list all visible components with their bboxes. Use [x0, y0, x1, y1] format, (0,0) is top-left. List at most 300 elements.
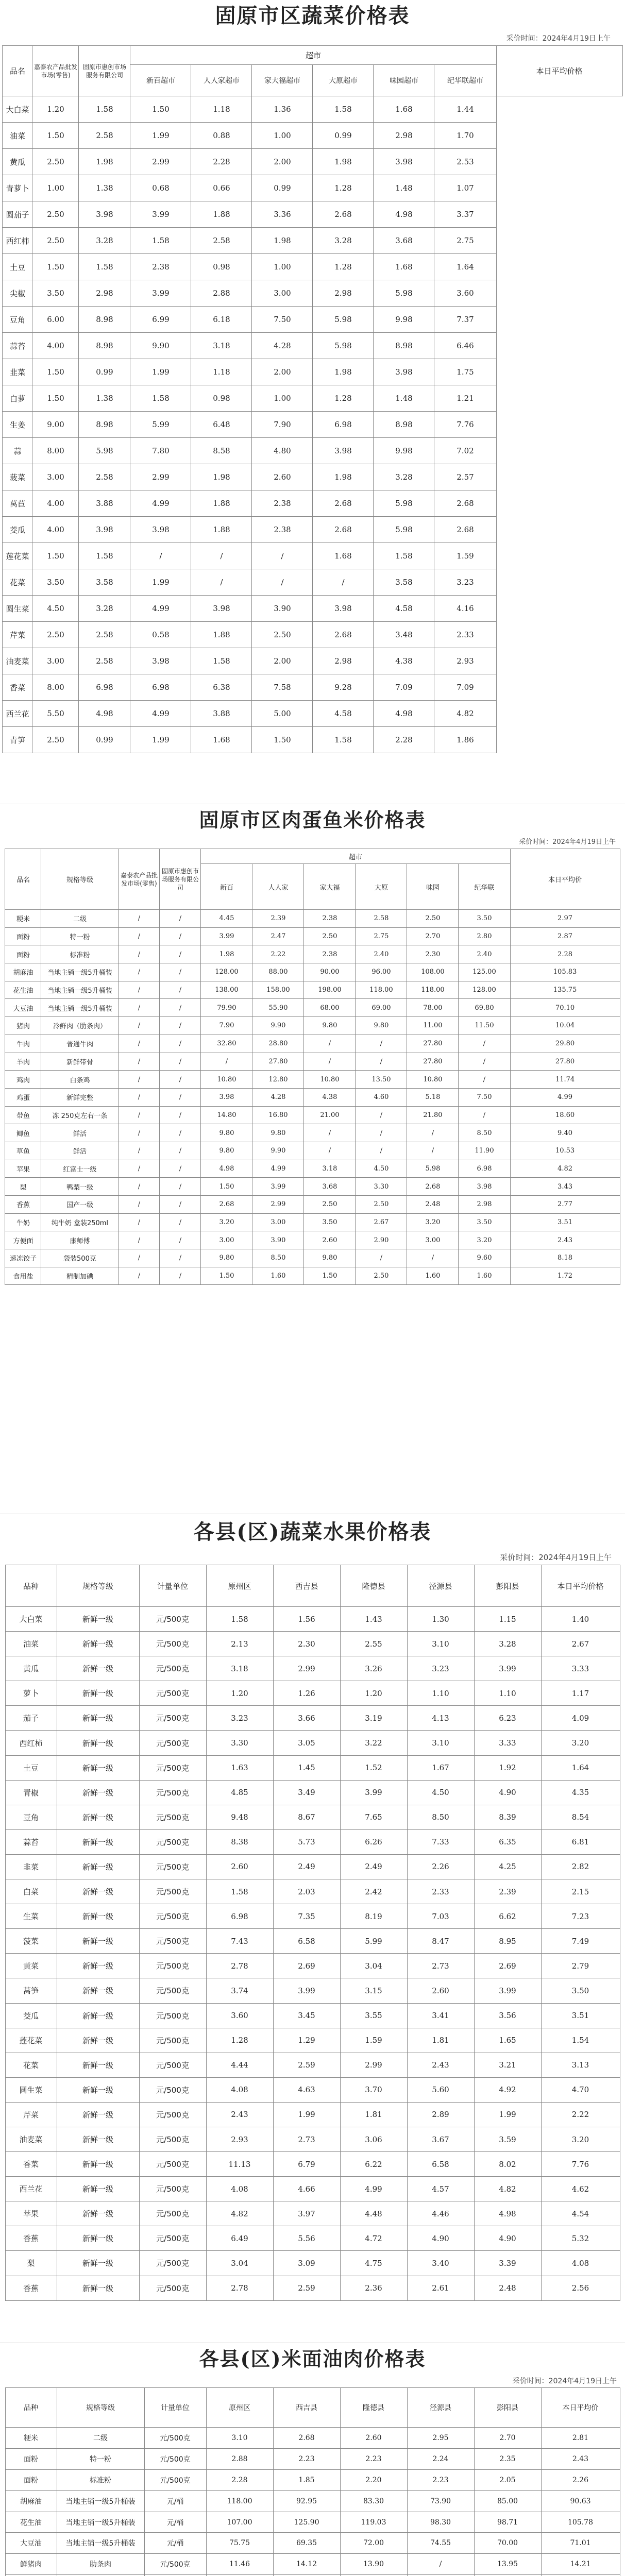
product-name-cell: 香菜 — [5, 2152, 57, 2177]
spec-cell: 元/500克 — [139, 2003, 206, 2028]
table-row — [5, 2469, 620, 2490]
price-cell: 16.80 — [252, 1106, 304, 1124]
price-cell: 2.28 — [191, 149, 252, 175]
price-cell: 2.60 — [206, 1854, 273, 1879]
price-cell: / — [160, 1231, 201, 1249]
price-cell: 0.99 — [79, 359, 130, 385]
price-cell: 7.80 — [130, 438, 191, 464]
spec-cell: 新鲜带骨 — [41, 1053, 119, 1071]
price-cell: 2.59 — [273, 2276, 340, 2300]
product-name-cell: 白萝 — [3, 385, 32, 412]
price-cell: 6.98 — [313, 412, 374, 438]
price-cell: 4.35 — [541, 1780, 620, 1805]
price-cell: 2.38 — [130, 254, 191, 280]
price-cell: 4.82 — [510, 1160, 620, 1178]
price-cell: 2.60 — [304, 1231, 356, 1249]
price-cell: 1.50 — [32, 543, 79, 569]
column-header: 隆德县 — [340, 1565, 407, 1607]
spec-cell: 元/500克 — [139, 1879, 206, 1904]
table-row — [3, 254, 622, 280]
price-cell: / — [160, 981, 201, 999]
price-cell: 2.87 — [510, 927, 620, 945]
product-name-cell: 花生油 — [5, 2512, 57, 2533]
table-header-row — [5, 2388, 620, 2428]
price-cell: / — [356, 1035, 407, 1053]
price-cell: 2.88 — [206, 2448, 273, 2469]
column-header: 原州区 — [206, 1565, 273, 1607]
price-cell: 1.60 — [407, 1267, 459, 1285]
price-cell: 3.00 — [32, 464, 79, 490]
price-cell: 4.99 — [130, 701, 191, 727]
price-cell: / — [119, 1035, 160, 1053]
price-cell: 6.81 — [541, 1829, 620, 1854]
price-cell: 105.83 — [510, 963, 620, 981]
price-cell: 4.50 — [356, 1160, 407, 1178]
spec-cell: 元/500克 — [139, 1805, 206, 1829]
price-cell: / — [252, 543, 313, 569]
table-row — [5, 2102, 620, 2127]
price-cell: / — [201, 1053, 252, 1071]
price-cell: 18.60 — [510, 1106, 620, 1124]
price-cell: 1.52 — [340, 1755, 407, 1780]
price-cell: 3.33 — [541, 1656, 620, 1681]
price-cell: / — [160, 1035, 201, 1053]
table-row — [3, 701, 622, 727]
table-row — [5, 1929, 620, 1954]
spec-cell: 新鲜一级 — [57, 1978, 139, 2003]
price-cell: 138.00 — [201, 981, 252, 999]
price-cell: / — [160, 1017, 201, 1035]
product-name-cell: 青笋 — [3, 727, 32, 753]
header-supermarket: 超市 — [201, 849, 510, 864]
price-cell: 3.59 — [474, 2127, 541, 2151]
price-cell: 4.48 — [340, 2201, 407, 2226]
price-cell: 3.68 — [374, 228, 434, 254]
column-header: 西吉县 — [273, 2388, 340, 2428]
price-cell: 4.98 — [374, 701, 434, 727]
spec-cell: 元/桶 — [144, 2512, 206, 2533]
price-cell: 3.99 — [340, 1780, 407, 1805]
header-store: 人人家 — [252, 864, 304, 910]
price-cell: 1.58 — [130, 228, 191, 254]
price-cell: 4.28 — [252, 333, 313, 359]
price-cell: 4.45 — [201, 910, 252, 928]
price-cell: 1.50 — [130, 96, 191, 123]
price-cell: 1.60 — [252, 1267, 304, 1285]
price-cell: 1.40 — [541, 1607, 620, 1632]
table-row — [5, 1829, 620, 1854]
header-store: 味园 — [407, 864, 459, 910]
price-cell: 14.80 — [201, 1106, 252, 1124]
price-cell: 1.58 — [191, 648, 252, 674]
collection-date: 采价时间：2024年4月19日上午 — [506, 35, 611, 43]
spec-cell: 纯牛奶 盒装250ml — [41, 1213, 119, 1231]
price-cell: 72.00 — [340, 2533, 407, 2554]
price-cell: 1.18 — [191, 359, 252, 385]
spec-cell: 元/500克 — [139, 2053, 206, 2077]
table-row — [5, 1178, 620, 1196]
price-cell: 3.98 — [79, 517, 130, 543]
table-row — [3, 517, 622, 543]
product-name-cell: 圆茄子 — [3, 201, 32, 228]
product-name-cell: 蒜 — [3, 438, 32, 464]
price-cell: 0.98 — [191, 385, 252, 412]
price-cell: 8.50 — [407, 1805, 474, 1829]
price-cell: / — [356, 1142, 407, 1160]
collection-date: 采价时间：2024年4月19日上午 — [512, 2377, 617, 2385]
price-cell: 1.50 — [201, 1178, 252, 1196]
price-cell: 4.99 — [252, 1160, 304, 1178]
price-cell: 4.13 — [407, 1706, 474, 1731]
product-name-cell: 青椒 — [5, 1780, 57, 1805]
price-cell: 6.58 — [273, 1929, 340, 1954]
product-name-cell: 面粉 — [5, 2469, 57, 2490]
price-cell: 2.50 — [32, 201, 79, 228]
price-cell: 1.54 — [541, 2028, 620, 2053]
price-cell: 90.63 — [541, 2490, 620, 2512]
price-cell: 3.45 — [273, 2003, 340, 2028]
price-cell: 2.75 — [356, 927, 407, 945]
price-cell: 4.28 — [252, 1088, 304, 1106]
price-cell: / — [119, 1017, 160, 1035]
price-cell: 6.46 — [434, 333, 496, 359]
price-cell: 6.62 — [474, 1904, 541, 1929]
table-row — [5, 2226, 620, 2251]
product-name-cell: 苹果 — [5, 1160, 41, 1178]
price-cell: 3.30 — [206, 1731, 273, 1755]
price-cell: 2.57 — [434, 464, 496, 490]
price-cell: 2.67 — [356, 1213, 407, 1231]
product-name-cell: 大豆油 — [5, 2533, 57, 2554]
price-cell: / — [160, 1053, 201, 1071]
product-name-cell: 莴苣 — [3, 490, 32, 517]
spec-cell: 新鲜一级 — [57, 1607, 139, 1632]
spec-cell: 新鲜一级 — [57, 1755, 139, 1780]
price-cell: 3.06 — [340, 2127, 407, 2151]
spec-cell: 新鲜一级 — [57, 2152, 139, 2177]
column-header: 规格等级 — [57, 1565, 139, 1607]
product-name-cell: 香蕉 — [5, 2276, 57, 2300]
price-cell: 0.98 — [191, 254, 252, 280]
table-row — [5, 1805, 620, 1829]
price-cell: 8.39 — [474, 1805, 541, 1829]
price-cell: 3.50 — [32, 280, 79, 307]
price-cell: 13.95 — [474, 2554, 541, 2575]
product-name-cell: 草鱼 — [5, 1142, 41, 1160]
product-name-cell: 菠菜 — [5, 1929, 57, 1954]
price-cell: 5.98 — [313, 333, 374, 359]
price-cell: 4.62 — [541, 2177, 620, 2201]
product-name-cell: 香蕉 — [5, 1196, 41, 1214]
table-row — [3, 149, 622, 175]
price-cell: 2.68 — [273, 2428, 340, 2449]
spec-cell: 元/500克 — [139, 1755, 206, 1780]
price-cell: 2.03 — [273, 1879, 340, 1904]
price-cell: / — [119, 1160, 160, 1178]
table-row — [5, 1142, 620, 1160]
price-cell: 0.99 — [79, 727, 130, 753]
price-cell: 8.54 — [541, 1805, 620, 1829]
table-row — [5, 1978, 620, 2003]
price-cell: 3.04 — [340, 1954, 407, 1978]
spec-cell: 元/500克 — [139, 1731, 206, 1755]
price-cell: 3.55 — [340, 2003, 407, 2028]
price-cell: 4.54 — [541, 2201, 620, 2226]
price-cell: 2.23 — [273, 2448, 340, 2469]
price-cell: / — [160, 1071, 201, 1089]
price-cell: 5.73 — [273, 1829, 340, 1854]
price-cell: 1.20 — [206, 1681, 273, 1706]
price-cell: 2.15 — [541, 1879, 620, 1904]
price-cell: 9.80 — [201, 1124, 252, 1142]
price-cell: 1.20 — [340, 1681, 407, 1706]
price-cell: 1.64 — [434, 254, 496, 280]
product-name-cell: 面粉 — [5, 2448, 57, 2469]
price-cell: 3.23 — [206, 1706, 273, 1731]
price-cell: 1.45 — [273, 1755, 340, 1780]
price-cell: 1.58 — [79, 543, 130, 569]
price-cell: 2.81 — [541, 2428, 620, 2449]
price-cell: 2.73 — [407, 1954, 474, 1978]
price-cell: 1.68 — [191, 727, 252, 753]
price-cell: 4.44 — [206, 2053, 273, 2077]
price-cell: 2.68 — [434, 490, 496, 517]
spec-cell: 新鲜一级 — [57, 1805, 139, 1829]
price-cell: 3.05 — [273, 1731, 340, 1755]
spec-cell: 二级 — [57, 2428, 144, 2449]
price-cell: 14.12 — [273, 2554, 340, 2575]
price-cell: / — [119, 1213, 160, 1231]
price-cell: 3.90 — [252, 596, 313, 622]
price-cell: 2.99 — [273, 1656, 340, 1681]
product-name-cell: 花菜 — [5, 2053, 57, 2077]
price-cell: 1.00 — [252, 254, 313, 280]
price-cell: 2.30 — [407, 945, 459, 963]
spec-cell: 特一粉 — [57, 2448, 144, 2469]
price-cell: 7.76 — [541, 2152, 620, 2177]
price-cell: 1.68 — [374, 254, 434, 280]
price-cell: 1.29 — [273, 2028, 340, 2053]
price-cell: / — [459, 1106, 510, 1124]
spec-cell: 新鲜一级 — [57, 1706, 139, 1731]
spec-cell: 元/500克 — [144, 2554, 206, 2575]
price-cell: / — [119, 1267, 160, 1285]
price-cell: 27.80 — [510, 1053, 620, 1071]
product-name-cell: 花生油 — [5, 981, 41, 999]
price-cell: 3.00 — [201, 1231, 252, 1249]
price-cell: 2.33 — [407, 1879, 474, 1904]
price-cell: 1.72 — [510, 1267, 620, 1285]
table-row — [5, 2448, 620, 2469]
price-cell: 2.50 — [252, 622, 313, 648]
price-cell: 9.90 — [252, 1142, 304, 1160]
spec-cell: 新鲜一级 — [57, 1656, 139, 1681]
price-cell: 7.90 — [201, 1017, 252, 1035]
price-cell: 3.74 — [206, 1978, 273, 2003]
header-average: 本日平均价 — [510, 849, 620, 910]
price-cell: 69.35 — [273, 2533, 340, 2554]
price-cell: 1.50 — [32, 359, 79, 385]
price-cell: 3.21 — [474, 2053, 541, 2077]
header-supermarket: 超市 — [130, 46, 496, 65]
price-cell: 2.38 — [304, 910, 356, 928]
price-cell: 3.20 — [541, 2127, 620, 2151]
table-row — [3, 175, 622, 201]
price-cell: 1.98 — [252, 228, 313, 254]
price-cell: 3.20 — [459, 1231, 510, 1249]
price-cell: 2.80 — [459, 927, 510, 945]
spec-cell: 元/500克 — [139, 2152, 206, 2177]
table-row — [5, 2177, 620, 2201]
price-cell: 2.23 — [340, 2448, 407, 2469]
price-cell: 4.98 — [474, 2201, 541, 2226]
product-name-cell: 油菜 — [5, 1632, 57, 1656]
product-name-cell: 油麦菜 — [5, 2127, 57, 2151]
spec-cell: 标准粉 — [41, 945, 119, 963]
price-cell: 4.75 — [340, 2251, 407, 2276]
price-cell: 2.38 — [252, 490, 313, 517]
spec-cell: 新鲜一级 — [57, 1731, 139, 1755]
table-row — [5, 1879, 620, 1904]
price-cell: 11.50 — [459, 1017, 510, 1035]
price-cell: 5.98 — [374, 280, 434, 307]
price-cell: 1.98 — [313, 149, 374, 175]
header-store: 人人家超市 — [191, 65, 252, 96]
price-cell: 3.98 — [459, 1178, 510, 1196]
price-cell: 4.82 — [206, 2201, 273, 2226]
price-cell: 2.26 — [407, 1854, 474, 1879]
spec-cell: 元/500克 — [139, 1706, 206, 1731]
spec-cell: 新鲜一级 — [57, 1879, 139, 1904]
price-cell: 3.68 — [304, 1178, 356, 1196]
price-cell: 4.00 — [32, 517, 79, 543]
price-cell: 3.09 — [273, 2251, 340, 2276]
price-cell: 2.58 — [79, 464, 130, 490]
spec-cell: 当地主销一级5升桶装 — [57, 2490, 144, 2512]
header-store: 大原 — [356, 864, 407, 910]
price-cell: 2.55 — [340, 1632, 407, 1656]
product-name-cell: 速冻饺子 — [5, 1249, 41, 1267]
price-cell: / — [160, 1267, 201, 1285]
price-cell: 1.98 — [201, 945, 252, 963]
price-cell: 7.33 — [407, 1829, 474, 1854]
price-cell: 4.85 — [206, 1780, 273, 1805]
price-cell: 1.50 — [252, 727, 313, 753]
product-name-cell: 菠菜 — [3, 464, 32, 490]
price-cell: 3.99 — [273, 1978, 340, 2003]
price-cell: 2.73 — [273, 2127, 340, 2151]
price-cell: 108.00 — [407, 963, 459, 981]
vegetable-county-section — [0, 1514, 625, 2343]
price-cell: 7.76 — [434, 412, 496, 438]
spec-cell: 新鲜一级 — [57, 2177, 139, 2201]
product-name-cell: 西兰花 — [5, 2177, 57, 2201]
price-cell: 1.58 — [130, 385, 191, 412]
spec-cell: 当地主销一级5升桶装 — [41, 999, 119, 1017]
spec-cell: 新鲜一级 — [57, 2276, 139, 2300]
price-cell: 2.42 — [340, 1879, 407, 1904]
table-title: 固原市区蔬菜价格表 — [215, 4, 410, 28]
spec-cell: 新鲜一级 — [57, 2127, 139, 2151]
price-cell: 4.90 — [474, 2226, 541, 2251]
spec-cell: 元/桶 — [144, 2533, 206, 2554]
price-cell: / — [119, 963, 160, 981]
price-cell: 2.20 — [340, 2469, 407, 2490]
price-cell: 3.10 — [206, 2428, 273, 2449]
table-row — [3, 201, 622, 228]
price-cell: 8.67 — [273, 1805, 340, 1829]
grain-county-section — [0, 2343, 625, 2576]
price-cell: 2.68 — [313, 622, 374, 648]
table-row — [3, 438, 622, 464]
price-cell: 1.44 — [434, 96, 496, 123]
price-cell: 1.99 — [130, 727, 191, 753]
price-cell: 128.00 — [201, 963, 252, 981]
price-cell: 1.98 — [191, 464, 252, 490]
price-cell: 125.90 — [273, 2512, 340, 2533]
table-row — [3, 96, 622, 123]
price-cell: 2.47 — [252, 927, 304, 945]
spec-cell: 当地主销一级5升桶装 — [41, 963, 119, 981]
table-row — [3, 359, 622, 385]
price-cell: / — [119, 1142, 160, 1160]
spec-cell: 元/500克 — [139, 1854, 206, 1879]
price-cell: 4.99 — [130, 490, 191, 517]
price-cell: 6.38 — [191, 674, 252, 701]
table-row — [5, 1681, 620, 1706]
spec-cell: 新鲜一级 — [57, 2201, 139, 2226]
product-name-cell: 芹菜 — [5, 2102, 57, 2127]
price-cell: 0.88 — [191, 123, 252, 149]
price-cell: 2.68 — [313, 490, 374, 517]
price-cell: / — [119, 1106, 160, 1124]
price-cell: / — [459, 1053, 510, 1071]
price-cell: 88.00 — [252, 963, 304, 981]
price-cell: 4.46 — [407, 2201, 474, 2226]
price-cell: 0.58 — [130, 622, 191, 648]
price-cell: 2.69 — [273, 1954, 340, 1978]
price-cell: / — [191, 569, 252, 596]
spec-cell: 元/500克 — [139, 1607, 206, 1632]
price-cell: 11.13 — [206, 2152, 273, 2177]
price-cell: 2.39 — [252, 910, 304, 928]
price-cell: 2.53 — [434, 149, 496, 175]
spec-cell: 新鲜一级 — [57, 2053, 139, 2077]
table-body — [5, 2428, 620, 2576]
price-cell: 7.02 — [434, 438, 496, 464]
spec-cell: 新鲜一级 — [57, 1954, 139, 1978]
price-cell: 2.22 — [252, 945, 304, 963]
price-cell: 4.66 — [273, 2177, 340, 2201]
vegetable-city-table — [2, 45, 622, 753]
table-row — [5, 2201, 620, 2226]
price-cell: 4.38 — [304, 1088, 356, 1106]
price-cell: 1.88 — [191, 622, 252, 648]
price-cell: 10.80 — [201, 1071, 252, 1089]
price-cell: 3.98 — [374, 359, 434, 385]
price-cell: 1.58 — [313, 96, 374, 123]
price-cell: 3.28 — [313, 228, 374, 254]
price-cell: 2.98 — [79, 280, 130, 307]
spec-cell: 元/500克 — [139, 1829, 206, 1854]
spec-cell: 元/500克 — [139, 1978, 206, 2003]
price-cell: 3.20 — [201, 1213, 252, 1231]
price-cell: 4.72 — [340, 2226, 407, 2251]
header-store: 家大福 — [304, 864, 356, 910]
price-cell: 2.56 — [541, 2276, 620, 2300]
price-cell: 2.97 — [510, 910, 620, 928]
product-name-cell: 大白菜 — [5, 1607, 57, 1632]
